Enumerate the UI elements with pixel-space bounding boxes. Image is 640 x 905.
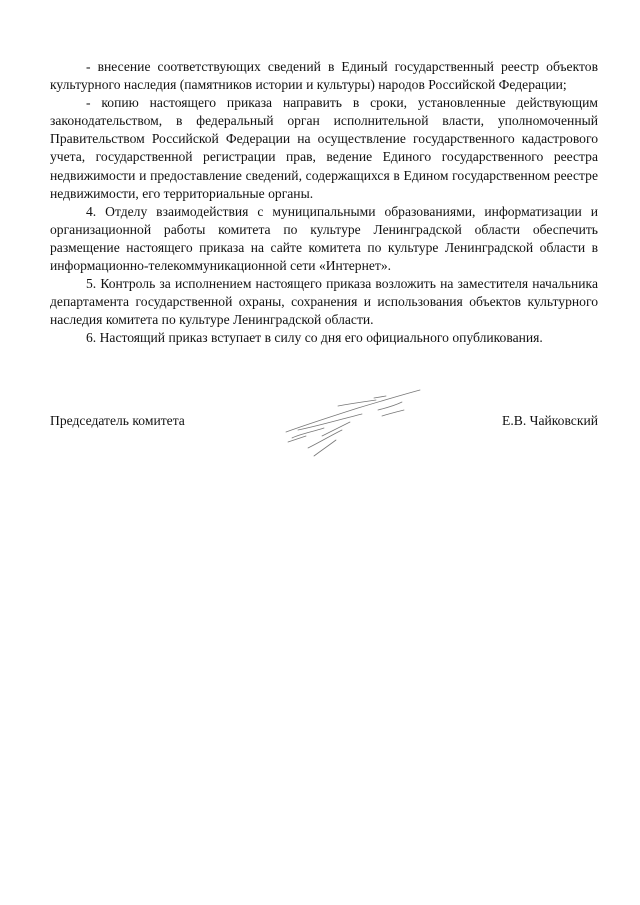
paragraph-item-5: 5. Контроль за исполнением настоящего приказа возложить на заместителя начальника департамента государственной охраны, сохранения и использования объектов культурного наследия комитета по культуре Ленинградской области. [50,276,598,328]
paragraph-item-6: 6. Настоящий приказ вступает в силу со дня его официального опубликования. [86,330,543,346]
paragraph-item-4: 4. Отделу взаимодействия с муниципальными образованиями, информатизации и организационной работы комитета по культуре Ленинградской области обеспечить размещение настоящего приказа на сайте комитета по культуре Ленинградской области в информационно-телекоммуникационной сети «Интернет». [50,203,598,274]
signer-position: Председатель комитета [50,413,185,428]
handwritten-signature [278,386,428,466]
signer-name: Е.В. Чайковский [502,413,598,428]
paragraph-send-copy: - копию настоящего приказа направить в сроки, установленные действующим законодательством, в федеральный орган исполнительной власти, уполномоченный Правительством Российской Федерации на осуществление государственного кадастрового учета, государственной регистрации прав, ведение Единого государственного реестра недвижимости и предоставление сведений, содержащихся в Едином государственном реестре недвижимости, его территориальные органы. [50,95,598,201]
paragraph-registry-entry: - внесение соответствующих сведений в Единый государственный реестр объектов культурного наследия (памятников истории и культуры) народов Российской Федерации; [50,59,598,93]
document-body [50,58,598,348]
signature-block [50,412,598,472]
